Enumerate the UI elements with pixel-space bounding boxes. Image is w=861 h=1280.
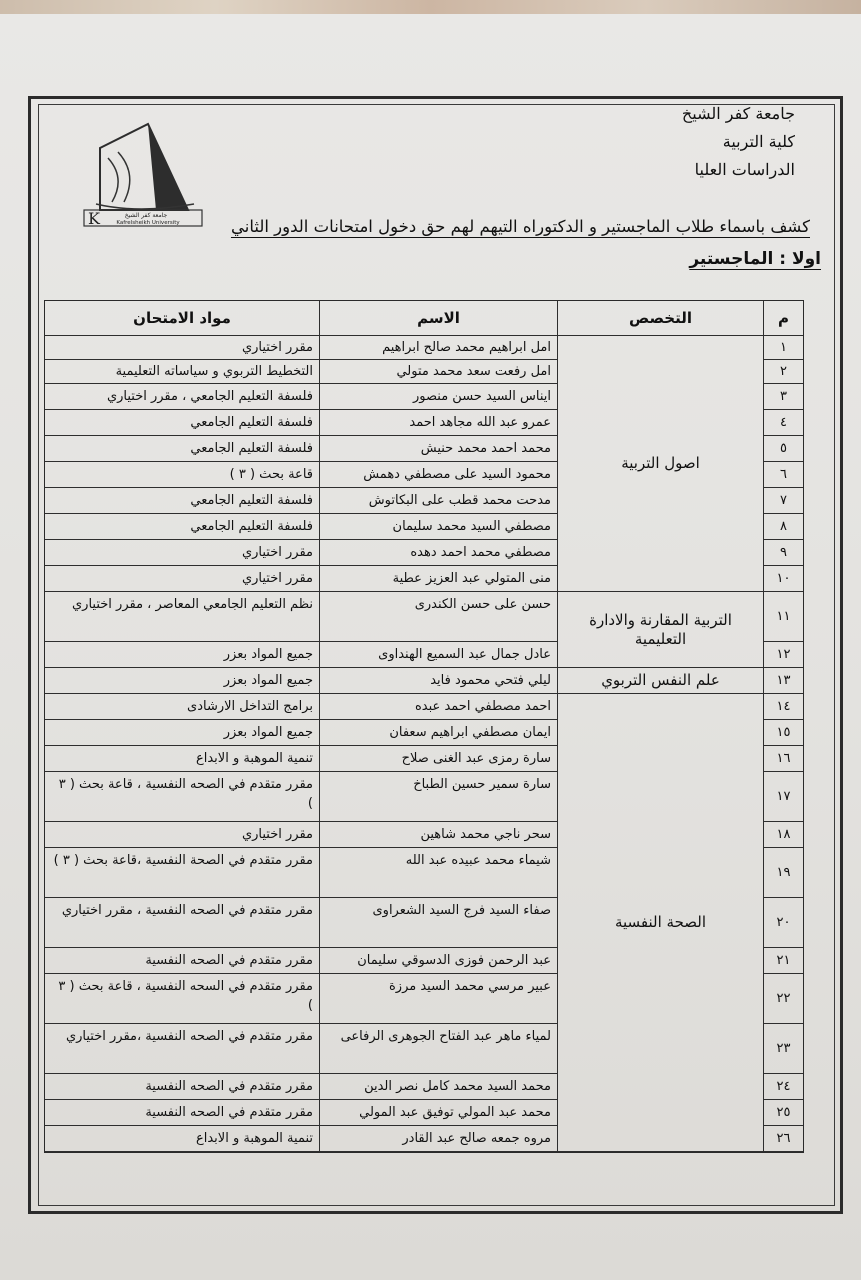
logo-arabic-text: جامعة كفر الشيخ [124,212,168,219]
row-number: ٢٦ [763,1126,803,1152]
exam-subjects: فلسفة التعليم الجامعي ، مقرر اختياري [45,384,319,410]
exam-subjects: جميع المواد بعزر [45,668,319,694]
row-number: ٩ [763,540,803,566]
row-number: ٨ [763,514,803,540]
row-number: ١٠ [763,566,803,592]
student-name: عبد الرحمن فوزى الدسوقي سليمان [319,948,557,974]
student-name: منى المتولي عبد العزيز عطية [319,566,557,592]
exam-subjects: تنمية الموهبة و الابداع [45,1126,319,1152]
exam-subjects: قاعة بحث ( ٣ ) [45,462,319,488]
specialization-cell: اصول التربية [557,336,763,592]
row-number: ١٧ [763,772,803,822]
exam-subjects: فلسفة التعليم الجامعي [45,514,319,540]
student-name: محمد السيد محمد كامل نصر الدين [319,1074,557,1100]
row-number: ١٥ [763,720,803,746]
student-name: امل رفعت سعد محمد متولي [319,360,557,384]
row-number: ٢٤ [763,1074,803,1100]
exam-subjects: مقرر متقدم في الصحه النفسية [45,1074,319,1100]
specialization-cell: الصحة النفسية [557,694,763,1152]
exam-subjects: مقرر اختياري [45,540,319,566]
exam-subjects: مقرر متقدم في الصحة النفسية ،قاعة بحث ( ٣ ) [45,848,319,898]
student-name: شيماء محمد عبيده عبد الله [319,848,557,898]
column-header-subjects: مواد الامتحان [45,301,319,336]
row-number: ٢٢ [763,974,803,1024]
student-name: احمد مصطفي احمد عبده [319,694,557,720]
student-name: مروه جمعه صالح عبد القادر [319,1126,557,1152]
exam-subjects: برامج التداخل الارشادى [45,694,319,720]
exam-subjects: جميع المواد بعزر [45,720,319,746]
exam-subjects: مقرر اختياري [45,822,319,848]
specialization-cell: علم النفس التربوي [557,668,763,694]
exam-subjects: فلسفة التعليم الجامعي [45,436,319,462]
row-number: ٤ [763,410,803,436]
university-header [535,100,795,184]
exam-subjects: فلسفة التعليم الجامعي [45,410,319,436]
student-name: صفاء السيد فرج السيد الشعراوى [319,898,557,948]
row-number: ٦ [763,462,803,488]
exam-subjects: مقرر متقدم في الصحه النفسية [45,948,319,974]
student-name: ايناس السيد حسن منصور [319,384,557,410]
student-name: مدحت محمد قطب على البكاتوش [319,488,557,514]
student-name: ليلي فتحي محمود فايد [319,668,557,694]
row-number: ١٣ [763,668,803,694]
row-number: ٢٥ [763,1100,803,1126]
student-name: ايمان مصطفي ابراهيم سعفان [319,720,557,746]
row-number: ١٤ [763,694,803,720]
students-table [44,300,804,1153]
exam-subjects: تنمية الموهبة و الابداع [45,746,319,772]
student-name: مصطفي السيد محمد سليمان [319,514,557,540]
student-name: عمرو عبد الله مجاهد احمد [319,410,557,436]
column-header-number: م [763,301,803,336]
exam-subjects: فلسفة التعليم الجامعي [45,488,319,514]
student-name: عادل جمال عبد السميع الهنداوى [319,642,557,668]
exam-subjects: مقرر متقدم في الصحه النفسية [45,1100,319,1126]
row-number: ٥ [763,436,803,462]
svg-text:K: K [88,209,100,228]
row-number: ١١ [763,592,803,642]
university-name: جامعة كفر الشيخ [681,104,795,123]
exam-subjects: مقرر متقدم في السحه النفسية ، قاعة بحث ( ٣ ) [45,974,319,1024]
row-number: ١٦ [763,746,803,772]
logo-english-text: Kafrelsheikh University [116,220,180,226]
student-name: سارة سمير حسين الطباخ [319,772,557,822]
specialization-cell: التربية المقارنة والادارة التعليمية [557,592,763,668]
student-name: مصطفي محمد احمد دهده [319,540,557,566]
student-name: سحر ناجي محمد شاهين [319,822,557,848]
row-number: ١ [763,336,803,360]
row-number: ١٨ [763,822,803,848]
row-number: ٣ [763,384,803,410]
department-name: الدراسات العليا [694,160,795,179]
exam-subjects: مقرر متقدم في الصحه النفسية ،مقرر اختياري [45,1024,319,1074]
column-header-name: الاسم [319,301,557,336]
student-name: حسن على حسن الكندرى [319,592,557,642]
exam-subjects: نظم التعليم الجامعي المعاصر ، مقرر اختياري [45,592,319,642]
student-name: امل ابراهيم محمد صالح ابراهيم [319,336,557,360]
row-number: ١٢ [763,642,803,668]
row-number: ٢٠ [763,898,803,948]
exam-subjects: مقرر متقدم في الصحه النفسية ، قاعة بحث ( ٣ ) [45,772,319,822]
student-name: لمياء ماهر عبد الفتاح الجوهرى الرفاعى [319,1024,557,1074]
section-heading: اولا : الماجستير [689,249,821,269]
student-name: سارة رمزى عبد الغنى صلاح [319,746,557,772]
row-number: ٧ [763,488,803,514]
student-name: عبير مرسي محمد السيد مرزة [319,974,557,1024]
row-number: ٢١ [763,948,803,974]
exam-subjects: مقرر اختياري [45,336,319,360]
row-number: ١٩ [763,848,803,898]
faculty-name: كلية التربية [722,132,795,151]
exam-subjects: التخطيط التربوي و سياساته التعليمية [45,360,319,384]
row-number: ٢٣ [763,1024,803,1074]
student-name: محمد عبد المولي توفيق عبد المولي [319,1100,557,1126]
document-title: كشف باسماء طلاب الماجستير و الدكتوراه التيهم لهم حق دخول امتحانات الدور الثاني [230,217,810,236]
exam-subjects: مقرر اختياري [45,566,319,592]
exam-subjects: مقرر متقدم في الصحه النفسية ، مقرر اختياري [45,898,319,948]
student-name: محمد احمد محمد حنيش [319,436,557,462]
fabric-strip [0,0,861,14]
column-header-specialization: التخصص [557,301,763,336]
exam-subjects: جميع المواد بعزر [45,642,319,668]
row-number: ٢ [763,360,803,384]
student-name: محمود السيد على مصطفي دهمش [319,462,557,488]
